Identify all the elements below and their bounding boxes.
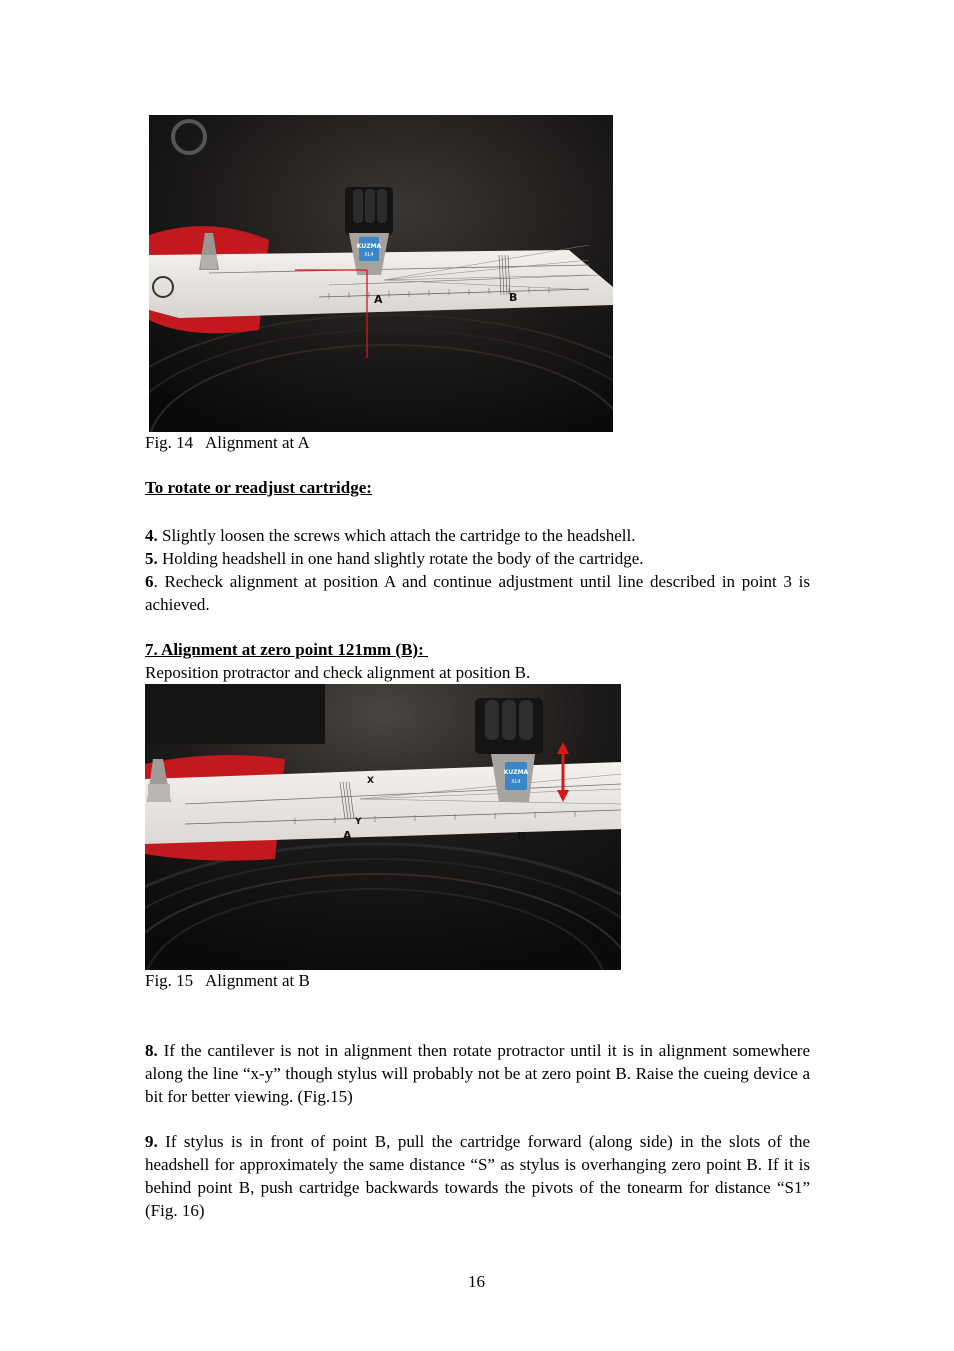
cartridge-model-text: XL4 [511,779,521,785]
step-8 [145,1039,810,1108]
mark-b-text: B [509,291,518,304]
alignment-at-a-photo [149,115,613,432]
cartridge-model-text: XL4 [364,252,374,258]
cartridge-brand-text: KUZMA [503,769,529,776]
section-intro-text: Reposition protractor and check alignment at position B. [145,663,531,682]
figure-14-caption: Fig. 14 Alignment at A [145,433,310,452]
section-heading-alignment-b: 7. Alignment at zero point 121mm (B): [145,640,428,659]
step-text: If stylus is in front of point B, pull the cartridge forward (along side) in the slots of the headshell for approximately the same distance “S” as stylus is overhanging zero point B. If it is behind point B, push cartridge backwards towards the pivots of the tonearm for distance “S1” (Fig. 16) [145,1132,810,1220]
mark-b-text: B [517,830,526,843]
section-heading-rotate: To rotate or readjust cartridge: [145,478,372,497]
mark-x-text: X [367,776,374,786]
figure-15-photo [145,684,621,970]
alignment-at-b-photo [145,684,621,970]
mark-a-text: A [374,293,383,306]
step-9 [145,1130,810,1222]
step-text: . Recheck alignment at position A and continue adjustment until line described in point 3 is achieved. [145,572,810,614]
cartridge-brand-text: KUZMA [356,243,382,250]
step-number: 5. [145,549,158,568]
step-number: 6 [145,572,154,591]
step-number: 9. [145,1132,158,1151]
mark-a-text: A [343,829,352,842]
step-number: 4. [145,526,158,545]
mark-y-text: Y [355,817,362,827]
step-text: Holding headshell in one hand slightly rotate the body of the cartridge. [157,549,644,568]
figure-14-photo [149,115,613,432]
figure-15-caption: Fig. 15 Alignment at B [145,971,310,990]
step-6 [145,570,810,616]
step-4 [145,524,810,547]
step-number: 8. [145,1041,158,1060]
step-text: If the cantilever is not in alignment then rotate protractor until it is in alignment somewhere along the line “x-y” though stylus will probably not be at zero point B. Raise the cueing device a bit for better viewing. (Fig.15) [145,1041,810,1106]
step-5 [145,547,810,570]
page-number: 16 [468,1272,485,1291]
step-text: Slightly loosen the screws which attach the cartridge to the headshell. [157,526,636,545]
